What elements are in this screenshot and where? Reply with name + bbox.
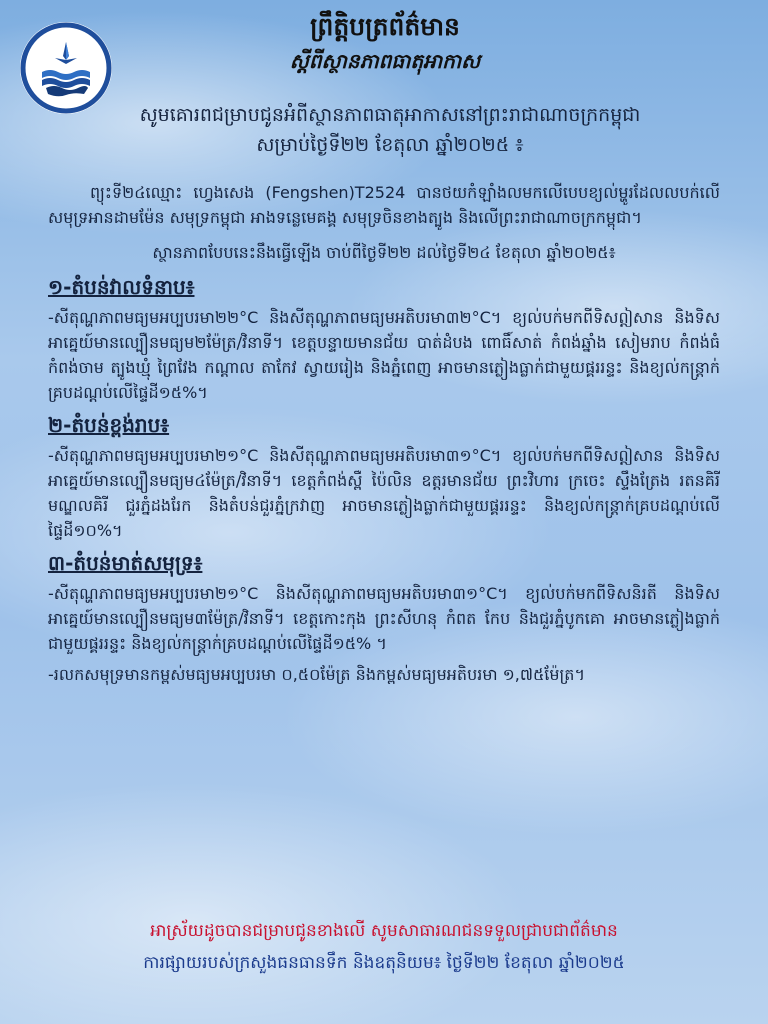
intro-line-1: សូមគោរពជម្រាបជូនអំពីស្ថានភាពធាតុអាកាសនៅព្រះរាជាណាចក្រកម្ពុជា	[139, 104, 641, 126]
bulletin-title: ព្រឹត្តិបត្រព័ត៌មាន	[310, 12, 460, 41]
footer-publisher: ការផ្សាយរបស់ក្រសួងធនធានទឹក និងឧតុនិយម៖ ថ្ងៃទី២២ ខែតុលា ឆ្នាំ២០២៥	[143, 953, 625, 973]
zone-3-title: ៣-តំបន់មាត់សមុទ្រ៖	[48, 551, 203, 575]
zone-2-title: ២-តំបន់ខ្ពង់រាប៖	[48, 413, 170, 437]
intro-block	[80, 100, 700, 160]
zone-2-text: -សីតុណ្ហភាពមធ្យមអប្បបរមា២១°C និងសីតុណ្ហភាពមធ្យមអតិបរមា៣១°C។ ខ្យល់បក់មកពីទិសឦសាន និងទិសអាគ្នេយ៍មានល្បឿនមធ្យម៤ម៉ែត្រ/វិនាទី។ ខេត្តកំពង់ស្ពឺ ប៉ៃលិន ឧត្តរមានជ័យ ព្រះវិហារ ក្រចេះ ស្ទឹងត្រែង រតនគិរី មណ្ឌលគិរី ជួរភ្នំដងរែក និងតំបន់ជួរភ្នំក្រវាញ អាចមានភ្លៀងធ្លាក់ជាមួយផ្គររន្ទះ និងខ្យល់កន្ត្រាក់គ្របដណ្តប់លើផ្ទៃដី១០%។	[48, 446, 720, 540]
zone-3-wave-text: -រលកសមុទ្រមានកម្ពស់មធ្យមអប្បបរមា ០,៥០ម៉ែត្រ និងកម្ពស់មធ្យមអតិបរមា ១,៧៥ម៉ែត្រ។	[48, 665, 585, 684]
zone-1-text: -សីតុណ្ហភាពមធ្យមអប្បបរមា២២°C និងសីតុណ្ហភាពមធ្យមអតិបរមា៣២°C។ ខ្យល់បក់មកពីទិសឦសាន និងទិសអាគ្នេយ៍មានល្បឿនមធ្យម២ម៉ែត្រ/វិនាទី។ ខេត្តបន្ទាយមានជ័យ បាត់ដំបង ពោធិ៍សាត់ កំពង់ឆ្នាំង សៀមរាប កំពង់ធំ កំពង់ចាម ត្បូងឃ្មុំ ព្រៃវែង កណ្តាល តាកែវ ស្វាយរៀង និងភ្នំពេញ អាចមានភ្លៀងធ្លាក់ជាមួយផ្គររន្ទះ និងខ្យល់កន្ត្រាក់គ្របដណ្តប់លើផ្ទៃដី១៥%។	[48, 308, 720, 402]
bulletin-content	[48, 180, 720, 693]
footer-notice: អាស្រ័យដូចបានជម្រាបជូនខាងលើ សូមសាធារណជនទទួលជ្រាបជាព័ត៌មាន	[150, 921, 618, 941]
period-paragraph: ស្ថានភាពបែបនេះនឹងធ្វើឡើង ចាប់ពីថ្ងៃទី២២ ដល់ថ្ងៃទី២៤ ខែតុលា ឆ្នាំ២០២៥៖	[152, 243, 616, 262]
bulletin-subtitle: ស្តីពីស្ថានភាពធាតុអាកាស	[289, 49, 481, 73]
storm-paragraph: ព្យុះទី២៤ឈ្មោះ ហ្វេងសេង (Fengshen)T2524 បានថយកំឡាំងលមកលើបេបខ្យល់ម្ហូរដែលលបក់លើសមុទ្រអានដាមម៉ែន សមុទ្រកម្ពុជា អាងទន្លេមេគង្គ សមុទ្រចិនខាងត្បូង និងលើព្រះរាជាណាចក្រកម្ពុជា។	[48, 183, 720, 227]
zone-1-title: ១-តំបន់វាលទំនាប៖	[48, 275, 195, 299]
intro-line-2: សម្រាប់ថ្ងៃទី២២ ខែតុលា ឆ្នាំ២០២៥ ៖	[256, 134, 524, 156]
zone-3-text: -សីតុណ្ហភាពមធ្យមអប្បបរមា២១°C និងសីតុណ្ហភាពមធ្យមអតិបរមា៣១°C។ ខ្យល់បក់មកពីទិសនិរតី និងទិសអាគ្នេយ៍មានល្បឿនមធ្យម៣ម៉ែត្រ/វិនាទី។ ខេត្តកោះកុង ព្រះសីហនុ កំពត កែប និងជួរភ្នំបូកគោ អាចមានភ្លៀងធ្លាក់ជាមួយផ្គររន្ទះ និងខ្យល់កន្ត្រាក់គ្របដណ្តប់លើផ្ទៃដី១៥% ។	[48, 584, 720, 653]
bulletin-footer	[40, 917, 728, 977]
bulletin-header	[150, 10, 620, 76]
